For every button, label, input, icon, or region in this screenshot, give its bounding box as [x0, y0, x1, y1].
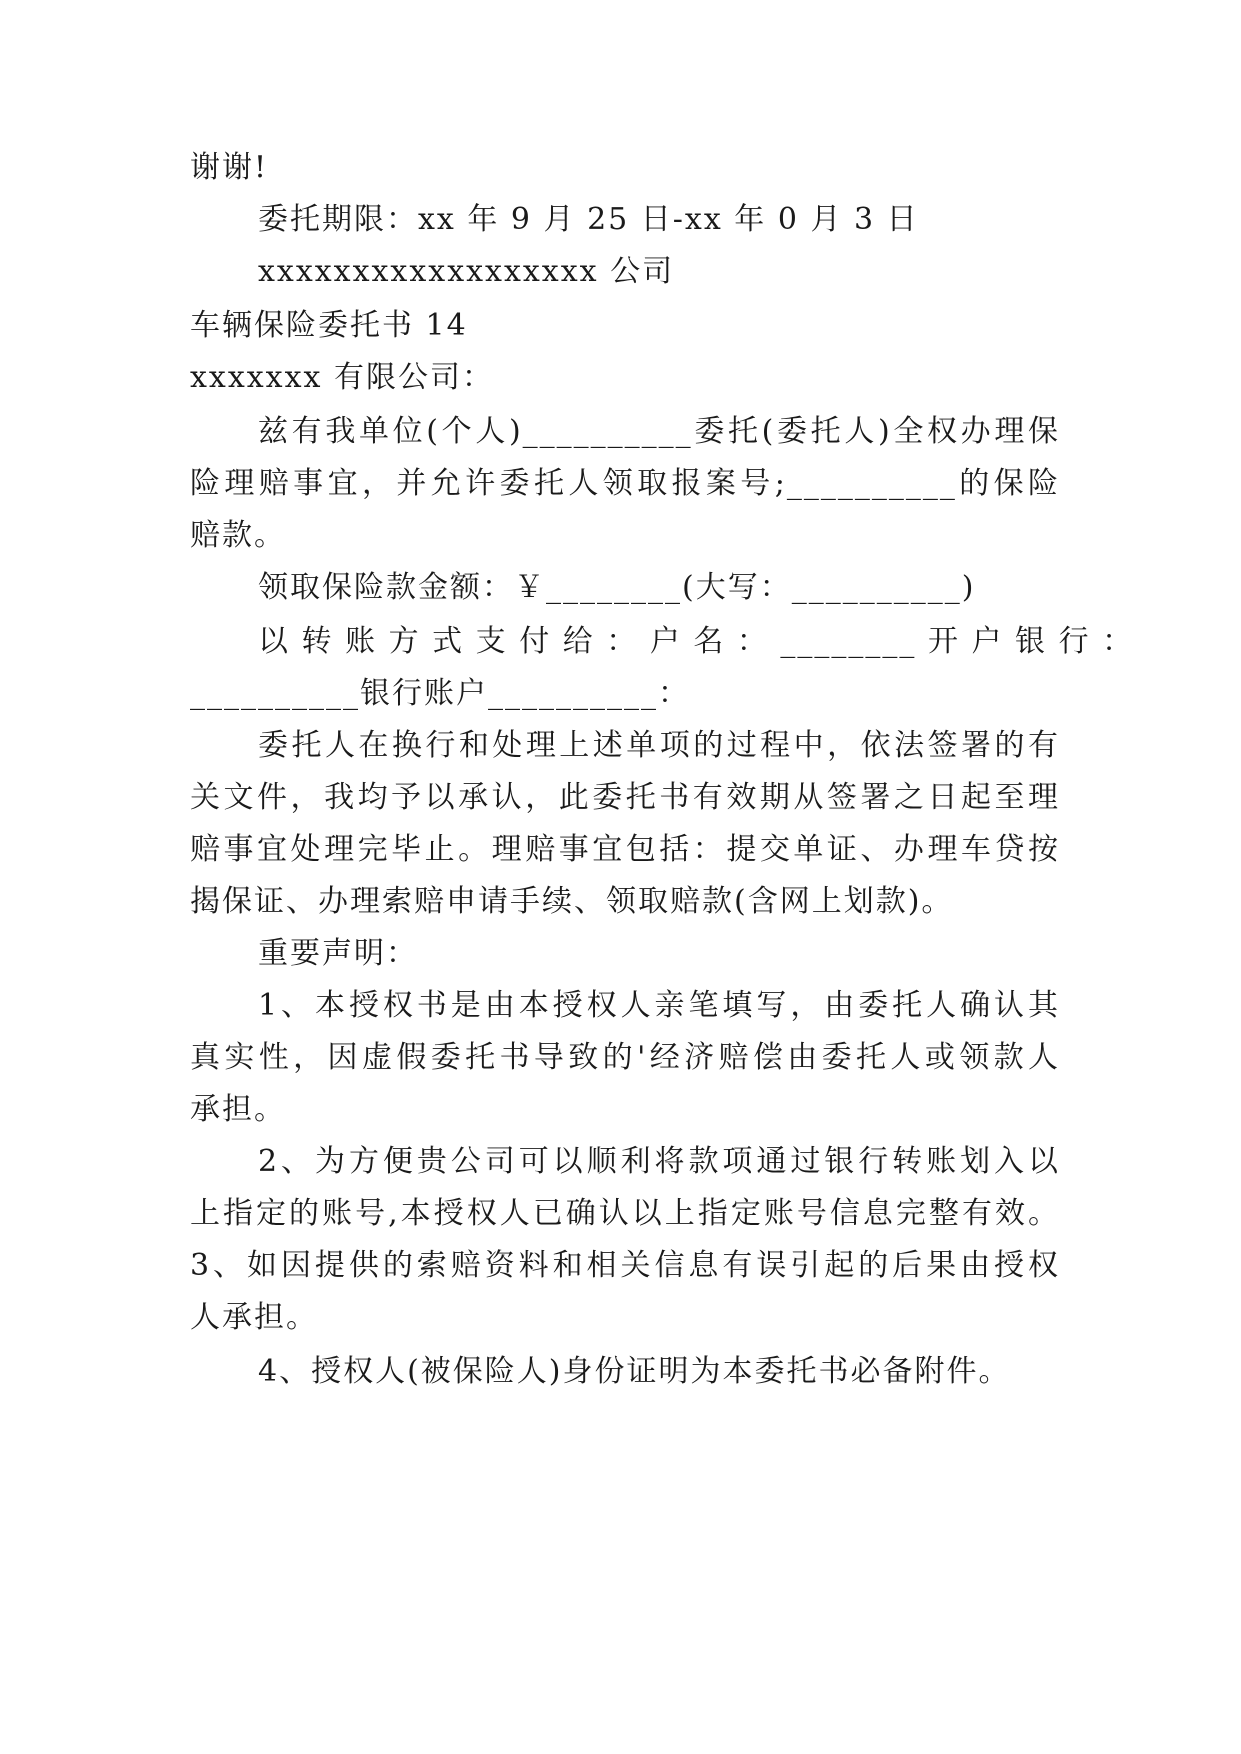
declaration-line: 3、如因提供的索赔资料和相关信息有误引起的后果由授权: [190, 1248, 1060, 1283]
paragraph-line: 兹有我单位(个人)__________委托(委托人)全权办理保: [258, 414, 1060, 449]
declaration-line: 4、授权人(被保险人)身份证明为本委托书必备附件。: [258, 1354, 1011, 1389]
authorization-period: 委托期限：xx 年 9 月 25 日-xx 年 0 月 3 日: [258, 202, 919, 237]
declaration-line: 2、为方便贵公司可以顺利将款项通过银行转账划入以: [258, 1144, 1060, 1179]
declaration-line: 1、本授权书是由本授权人亲笔填写，由委托人确认其: [258, 988, 1060, 1023]
company-signature: xxxxxxxxxxxxxxxxxx 公司: [258, 254, 675, 289]
payment-method-line: 以 转 账 方 式 支 付 给 ： 户 名 ： ________ 开 户 银 行 ：: [258, 624, 1135, 659]
declaration-line: 上指定的账号,本授权人已确认以上指定账号信息完整有效。: [190, 1196, 1060, 1231]
declaration-line: 真实性，因虚假委托书导致的'经济赔偿由委托人或领款人: [190, 1040, 1060, 1075]
paragraph-line: 揭保证、办理索赔申请手续、领取赔款(含网上划款)。: [190, 884, 954, 919]
claim-amount-line: 领取保险款金额：￥________(大写：__________): [258, 570, 976, 605]
declaration-line: 人承担。: [190, 1300, 318, 1335]
closing-thanks: 谢谢!: [190, 150, 269, 185]
declaration-line: 承担。: [190, 1092, 286, 1127]
paragraph-line: 赔款。: [190, 518, 286, 553]
section-heading: 重要声明：: [258, 936, 418, 971]
paragraph-line: 关文件，我均予以承认，此委托书有效期从签署之日起至理: [190, 780, 1060, 815]
addressee: xxxxxxx 有限公司：: [190, 360, 494, 395]
paragraph-line: 赔事宜处理完毕止。理赔事宜包括：提交单证、办理车贷按: [190, 832, 1060, 867]
bank-account-line: __________银行账户__________：: [190, 676, 690, 711]
document-title: 车辆保险委托书 14: [190, 308, 468, 343]
paragraph-line: 险理赔事宜，并允许委托人领取报案号;__________的保险: [190, 466, 1060, 501]
paragraph-line: 委托人在换行和处理上述单项的过程中，依法签署的有: [258, 728, 1060, 763]
